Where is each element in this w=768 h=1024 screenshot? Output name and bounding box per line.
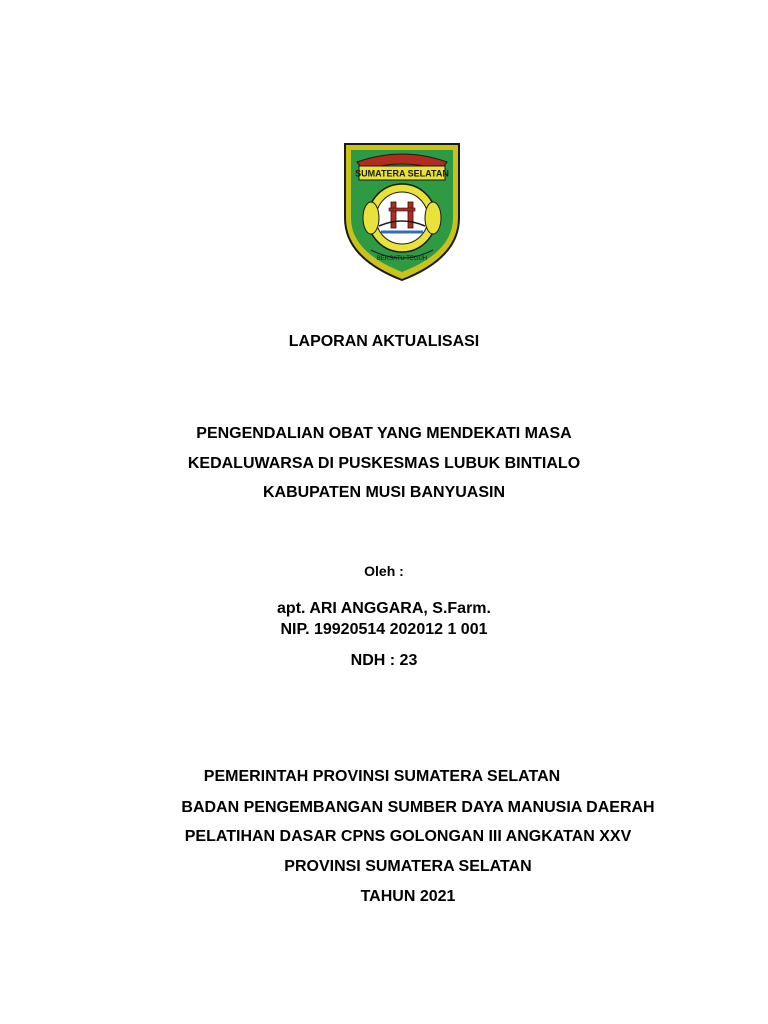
author-ndh: NDH : 23: [350, 652, 418, 669]
emblem-bottom-text: BERSATU TEGUH: [376, 256, 428, 262]
institution-line-1: PEMERINTAH PROVINSI SUMATERA SELATAN: [203, 768, 561, 785]
institution-line-2: BADAN PENGEMBANGAN SUMBER DAYA MANUSIA DAERAH: [181, 799, 655, 816]
emblem-top-text: SUMATERA SELATAN: [355, 168, 449, 179]
institution-line-3: PELATIHAN DASAR CPNS GOLONGAN III ANGKATAN XXV: [184, 828, 632, 845]
by-label: Oleh :: [364, 563, 404, 579]
institution-line-4: PROVINSI SUMATERA SELATAN: [284, 858, 532, 875]
report-type-heading: LAPORAN AKTUALISASI: [288, 333, 480, 350]
title-line-1: PENGENDALIAN OBAT YANG MENDEKATI MASA: [196, 425, 572, 442]
title-line-2: KEDALUWARSA DI PUSKESMAS LUBUK BINTIALO: [187, 455, 581, 472]
author-name: apt. ARI ANGGARA, S.Farm.: [277, 600, 491, 617]
author-nip: NIP. 19920514 202012 1 001: [280, 621, 488, 638]
sumatera-selatan-emblem: [341, 138, 463, 284]
title-line-3: KABUPATEN MUSI BANYUASIN: [262, 484, 506, 501]
institution-line-5: TAHUN 2021: [360, 888, 456, 905]
